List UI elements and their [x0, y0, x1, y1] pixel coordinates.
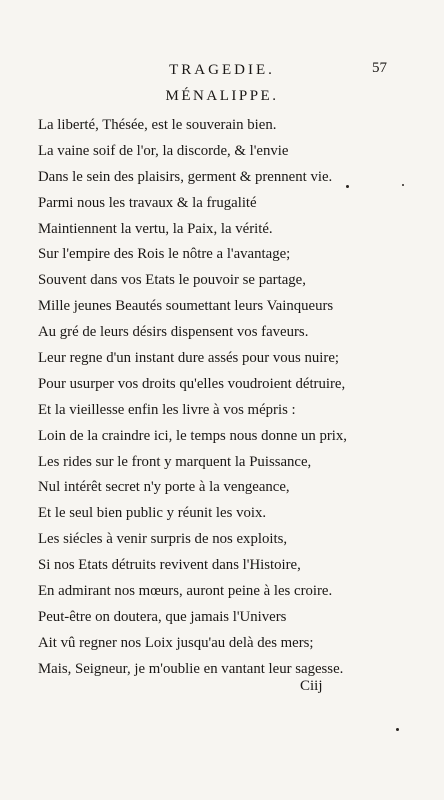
- verse-line: Parmi nous les travaux & la frugalité: [38, 194, 257, 211]
- verse-line: Mais, Seigneur, je m'oublie en vantant leur sagesse.: [38, 660, 344, 677]
- verse-line: En admirant nos mœurs, auront peine à les croire.: [38, 583, 333, 600]
- ink-speck: [402, 184, 404, 186]
- verse-line: Et la vieillesse enfin les livre à vos mépris :: [38, 401, 296, 418]
- verse-line: Les rides sur le front y marquent la Puissance,: [38, 453, 312, 470]
- ink-speck: [396, 728, 399, 731]
- verse-line: Au gré de leurs désirs dispensent vos faveurs.: [38, 324, 309, 341]
- verse-line: Pour usurper vos droits qu'elles voudroient détruire,: [38, 375, 346, 392]
- verse-block: [38, 113, 438, 683]
- speaker-name: MÉNALIPPE.: [165, 88, 279, 104]
- verse-line: Mille jeunes Beautés soumettant leurs Vainqueurs: [38, 298, 334, 315]
- running-head: TRAGEDIE.: [169, 62, 275, 78]
- ink-speck: [346, 185, 349, 188]
- verse-line: Dans le sein des plaisirs, germent & prennent vie.: [38, 168, 333, 185]
- page-number: 57: [372, 60, 387, 76]
- verse-line: Ait vû regner nos Loix jusqu'au delà des mers;: [38, 634, 314, 651]
- verse-line: Peut-être on doutera, que jamais l'Univers: [38, 608, 287, 625]
- verse-line: Souvent dans vos Etats le pouvoir se partage,: [38, 272, 306, 289]
- verse-line: Maintiennent la vertu, la Paix, la vérité.: [38, 220, 273, 237]
- verse-line: La liberté, Thésée, est le souverain bien.: [38, 117, 277, 133]
- verse-line: Les siécles à venir surpris de nos exploits,: [38, 531, 288, 548]
- signature-mark: Ciij: [300, 678, 323, 694]
- verse-line: Si nos Etats détruits revivent dans l'Histoire,: [38, 557, 301, 574]
- verse-line: La vaine soif de l'or, la discorde, & l'envie: [38, 142, 289, 159]
- verse-line: Leur regne d'un instant dure assés pour vous nuire;: [38, 350, 339, 367]
- verse-line: Nul intérêt secret n'y porte à la vengeance,: [38, 479, 290, 496]
- verse-line: Et le seul bien public y réunit les voix.: [38, 505, 267, 522]
- verse-line: Sur l'empire des Rois le nôtre a l'avantage;: [38, 246, 291, 263]
- verse-line: Loin de la craindre ici, le temps nous donne un prix,: [38, 427, 348, 444]
